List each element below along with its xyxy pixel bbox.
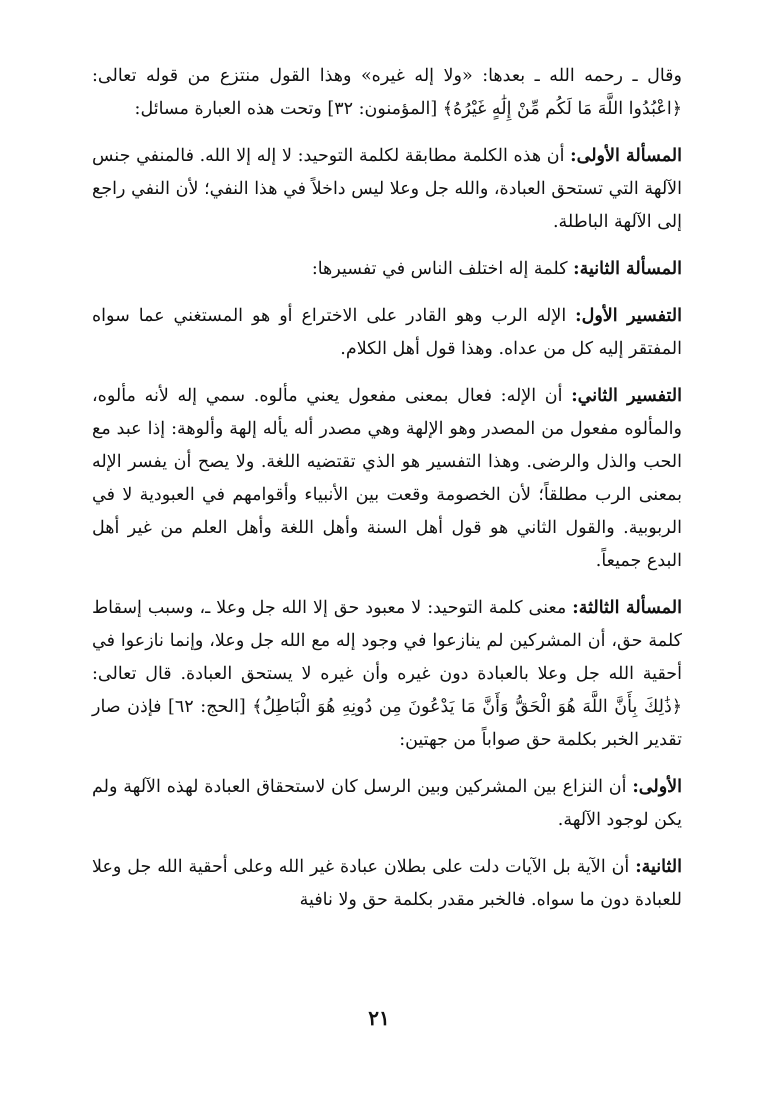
paragraph-second-interpretation: [92, 380, 682, 578]
paragraph-aspect-two: [92, 851, 682, 917]
paragraph-lead: المسألة الثانية:: [573, 259, 682, 279]
paragraph-aspect-one: [92, 771, 682, 837]
paragraph-text: وقال ـ رحمه الله ـ بعدها: «ولا إله غيره» وهذا القول منتزع من قوله تعالى: ﴿اعْبُدُوا اللَّهَ مَا لَكُم مِّنْ إِلَٰهٍ غَيْرُهُ﴾ [المؤمنون: ٣٢] وتحت هذه العبارة مسائل:: [92, 66, 682, 119]
paragraph-lead: التفسير الأول:: [575, 306, 683, 326]
paragraph-first-interpretation: [92, 300, 682, 366]
paragraph-text: كلمة إله اختلف الناس في تفسيرها:: [311, 259, 574, 279]
paragraph-text: الإله الرب وهو القادر على الاختراع أو هو المستغني عما سواه المفتقر إليه كل من عداه. وهذا قول أهل الكلام.: [92, 306, 682, 359]
paragraph-first-issue: [92, 140, 682, 239]
page-number: ٢١: [368, 1006, 390, 1030]
paragraph-lead: التفسير الثاني:: [571, 386, 682, 406]
paragraph-text: أن النزاع بين المشركين وبين الرسل كان لاستحقاق العبادة لهذه الآلهة ولم يكن لوجود الآلهة.: [92, 777, 682, 830]
paragraph-lead: المسألة الأولى:: [570, 146, 683, 166]
paragraph-lead: المسألة الثالثة:: [572, 598, 682, 618]
page-body: [92, 60, 682, 931]
paragraph-text: أن الآية بل الآيات دلت على بطلان عبادة غير الله وعلى أحقية الله جل وعلا للعبادة دون ما سواه. فالخبر مقدر بكلمة حق ولا نافية: [92, 857, 682, 910]
paragraph-text: أن هذه الكلمة مطابقة لكلمة التوحيد: لا إله إلا الله. فالمنفي جنس الآلهة التي تستحق العبادة، والله جل وعلا ليس داخلاً في هذا النفي؛ لأن النفي راجع إلى الآلهة الباطلة.: [92, 146, 682, 232]
paragraph-lead: الثانية:: [635, 857, 682, 877]
paragraph-third-issue: [92, 592, 682, 757]
paragraph-text: أن الإله: فعال بمعنى مفعول يعني مألوه. سمي إله لأنه مألوه، والمألوه مفعول من المصدر وهو الإلهة وهي مصدر أله يأله إلهة وألوهة: إذا عبد مع الحب والذل والرضى. وهذا التفسير هو الذي تقتضيه اللغة. ولا يصح أن يفسر الإله بمعنى الرب مطلقاً؛ لأن الخصومة وقعت بين الأنبياء وأقوامهم في العبودية لا في الربوبية. والقول الثاني هو قول أهل السنة وأهل اللغة وأهل العلم من غير أهل البدع جميعاً.: [92, 386, 682, 571]
paragraph-lead: الأولى:: [632, 777, 682, 797]
paragraph-text: معنى كلمة التوحيد: لا معبود حق إلا الله جل وعلا ـ، وسبب إسقاط كلمة حق، أن المشركين لم ينازعوا في وجود إله مع الله جل وعلا، وإنما نازعوا في أحقية الله جل وعلا بالعبادة دون غيره وأن غيره لا يستحق العبادة. قال تعالى: ﴿ذَٰلِكَ بِأَنَّ اللَّهَ هُوَ الْحَقُّ وَأَنَّ مَا يَدْعُونَ مِن دُونِهِ هُوَ الْبَاطِلُ﴾ [الحج: ٦٢] فإذن صار تقدير الخبر بكلمة حق صواباً من جهتين:: [92, 598, 683, 750]
paragraph-intro: [92, 60, 682, 126]
paragraph-second-issue: [92, 253, 682, 286]
